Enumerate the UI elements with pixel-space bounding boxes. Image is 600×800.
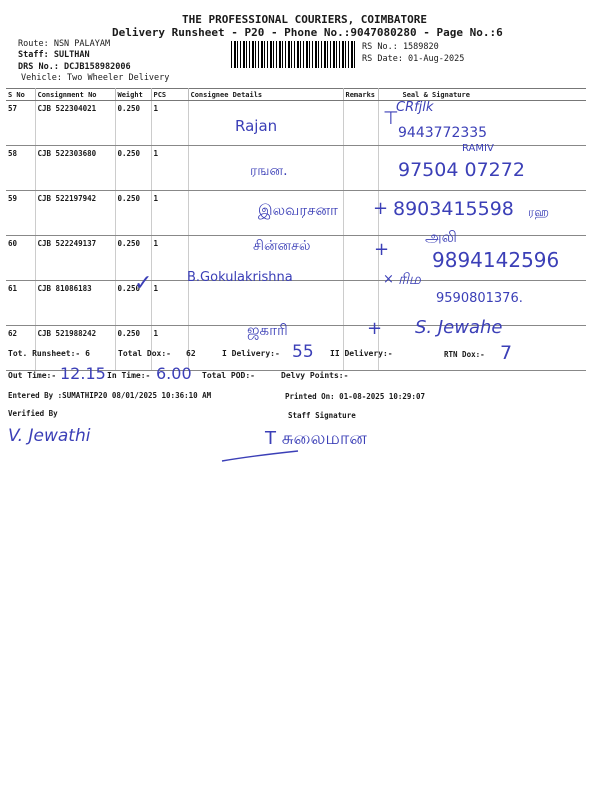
table-row bbox=[6, 101, 586, 146]
handwritten-delivery-count: 55 bbox=[292, 342, 314, 362]
cell-consignment: CJB 522304021 bbox=[35, 101, 115, 146]
in-time-label: In Time:- bbox=[107, 371, 151, 380]
cell-consignee bbox=[188, 281, 343, 326]
runsheet-subtitle: Delivery Runsheet - P20 - Phone No.:9047080280 - Page No.:6 bbox=[112, 26, 503, 39]
handwritten-phone-59: 8903415598 bbox=[393, 198, 514, 220]
handwritten-rtn-count: 7 bbox=[500, 342, 513, 364]
cell-weight: 0.250 bbox=[115, 281, 151, 326]
barcode-graphic bbox=[231, 41, 355, 68]
col-weight: Weight bbox=[115, 89, 151, 101]
handwritten-out-time: 12.15 bbox=[60, 364, 106, 383]
handwritten-mark-59: + bbox=[373, 198, 389, 219]
total-dox-value: 62 bbox=[186, 349, 196, 358]
handwritten-mark-60: + bbox=[374, 239, 390, 260]
cell-consignment: CJB 522197942 bbox=[35, 191, 115, 236]
rs-number: RS No.: 1589820 bbox=[362, 42, 439, 52]
col-seal-signature: Seal & Signature bbox=[378, 89, 586, 101]
printed-on: Printed On: 01-08-2025 10:29:07 bbox=[285, 392, 425, 401]
handwritten-consignee-61: B.Gokulakrishna bbox=[187, 270, 293, 285]
tot-runsheet: Tot. Runsheet:- 6 bbox=[8, 349, 90, 358]
vehicle-label: Vehicle: Two Wheeler Delivery bbox=[21, 73, 170, 83]
handwritten-in-time: 6.00 bbox=[156, 364, 192, 383]
handwritten-signature-60: அலி bbox=[425, 228, 457, 246]
cell-remarks bbox=[343, 146, 378, 191]
table-header-row bbox=[6, 89, 586, 101]
out-time-label: Out Time:- bbox=[8, 371, 57, 380]
cell-consignment: CJB 522249137 bbox=[35, 236, 115, 281]
staff-signature: T சுலைமான bbox=[265, 428, 367, 449]
cell-weight: 0.250 bbox=[115, 101, 151, 146]
handwritten-phone-top-58: RAMIV bbox=[462, 143, 494, 154]
i-delivery-label: I Delivery:- bbox=[222, 349, 280, 358]
handwritten-mark-57: ⊤ bbox=[383, 108, 399, 129]
handwritten-tick-61: ✓ bbox=[134, 271, 153, 296]
cell-sno: 61 bbox=[6, 281, 35, 326]
cell-pcs: 1 bbox=[151, 146, 188, 191]
cell-consignment: CJB 521988242 bbox=[35, 326, 115, 371]
cell-weight: 0.250 bbox=[115, 236, 151, 281]
handwritten-consignee-57: Rajan bbox=[235, 117, 278, 135]
delvy-points-label: Delvy Points:- bbox=[281, 371, 349, 380]
handwritten-phone-60: 9894142596 bbox=[432, 248, 560, 272]
staff-signature-stroke bbox=[220, 448, 300, 464]
col-pcs: PCS bbox=[151, 89, 188, 101]
handwritten-phone-57: 9443772335 bbox=[398, 125, 488, 141]
cell-sno: 62 bbox=[6, 326, 35, 371]
cell-weight: 0.250 bbox=[115, 146, 151, 191]
total-pod-label: Total POD:- bbox=[202, 371, 255, 380]
cell-pcs: 1 bbox=[151, 281, 188, 326]
cell-sno: 60 bbox=[6, 236, 35, 281]
cell-pcs: 1 bbox=[151, 191, 188, 236]
col-sno: S No bbox=[6, 89, 35, 101]
cell-remarks bbox=[343, 236, 378, 281]
col-consignment: Consignment No bbox=[35, 89, 115, 101]
col-remarks: Remarks bbox=[343, 89, 378, 101]
verified-signature: V. Jewathi bbox=[8, 426, 91, 446]
handwritten-signature-62: S. Jewahe bbox=[415, 317, 503, 338]
entered-by: Entered By :SUMATHIP20 08/01/2025 10:36:10 AM bbox=[8, 391, 212, 400]
handwritten-consignee-62: ஜகாரி bbox=[247, 321, 288, 339]
rs-date: RS Date: 01-Aug-2025 bbox=[362, 54, 465, 64]
rtn-dox-label: RTN Dox:- bbox=[444, 350, 485, 359]
staff-label: Staff: SULTHAN bbox=[18, 50, 90, 60]
cell-pcs: 1 bbox=[151, 101, 188, 146]
staff-signature-label: Staff Signature bbox=[288, 411, 356, 420]
cell-pcs: 1 bbox=[151, 326, 188, 371]
handwritten-consignee-58: ரஙன. bbox=[250, 163, 288, 179]
cell-remarks bbox=[343, 101, 378, 146]
handwritten-consignee-59: இலவரசனா bbox=[258, 201, 338, 219]
cell-weight: 0.250 bbox=[115, 326, 151, 371]
route-label: Route: NSN PALAYAM bbox=[18, 39, 111, 49]
handwritten-phone-58: 97504 07272 bbox=[398, 159, 525, 181]
ii-delivery-label: II Delivery:- bbox=[330, 349, 393, 358]
handwritten-signature-61: ரிம bbox=[398, 270, 421, 288]
handwritten-mark-62: + bbox=[367, 318, 383, 339]
cell-sno: 57 bbox=[6, 101, 35, 146]
cell-weight: 0.250 bbox=[115, 191, 151, 236]
handwritten-signature-59: ரஹ bbox=[528, 205, 549, 219]
handwritten-phone-61: 9590801376. bbox=[436, 291, 523, 306]
handwritten-mark-61: × bbox=[383, 272, 394, 287]
cell-consignment: CJB 522303680 bbox=[35, 146, 115, 191]
total-dox-label: Total Dox:- bbox=[118, 349, 171, 358]
company-title: THE PROFESSIONAL COURIERS, COIMBATORE bbox=[182, 13, 428, 26]
cell-pcs: 1 bbox=[151, 236, 188, 281]
drs-number: DRS No.: DCJB158982006 bbox=[18, 62, 131, 72]
cell-sno: 59 bbox=[6, 191, 35, 236]
cell-sno: 58 bbox=[6, 146, 35, 191]
handwritten-consignee-60: சின்னசல் bbox=[253, 238, 311, 254]
cell-consignment: CJB 81086183 bbox=[35, 281, 115, 326]
handwritten-signature-57: CRfjlk bbox=[396, 100, 434, 115]
verified-by-label: Verified By bbox=[8, 409, 58, 418]
col-consignee: Consignee Details bbox=[188, 89, 343, 101]
